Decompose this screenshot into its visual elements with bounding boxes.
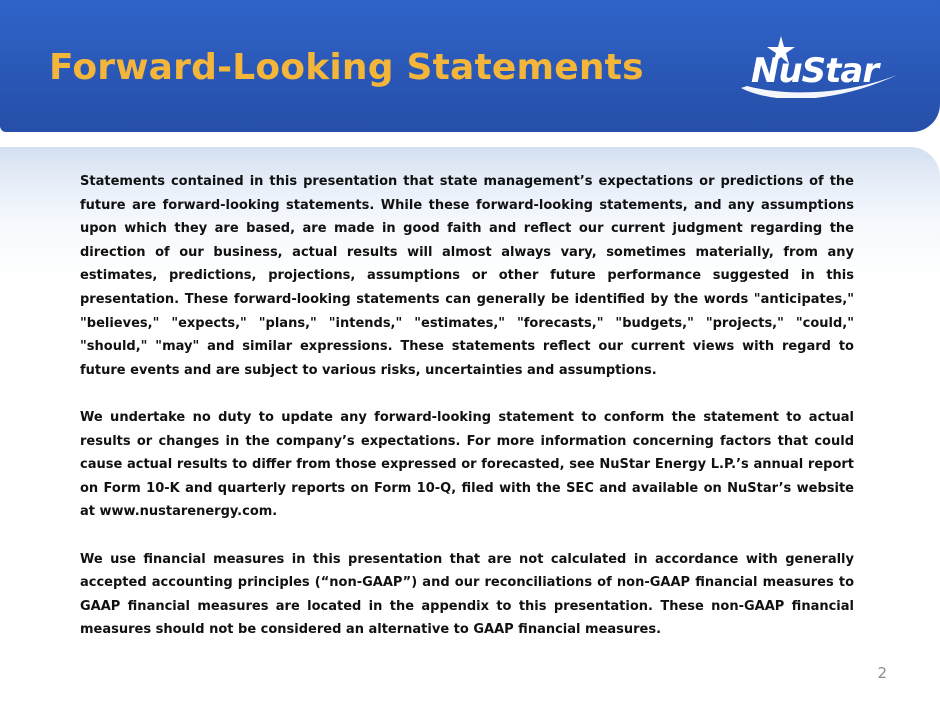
nustar-logo [735,36,900,98]
paragraph-non-gaap: We use financial measures in this presentation that are not calculated in accordance with generally accepted accounting principles (“non-GAAP”) and our reconciliations of non-GAAP financial measures to GAAP financial measures are located in the appendix to this presentation. These non-GAAP financial measures should not be considered an alternative to GAAP financial measures. [80,551,854,638]
page-number: 2 [877,664,887,682]
paragraph-no-duty-to-update: We undertake no duty to update any forward-looking statement to conform the statement to actual results or changes in the company’s expectations. For more information concerning factors that could cause actual results to differ from those expressed or forecasted, see NuStar Energy L.P.’s annual report on Form 10-K and quarterly reports on Form 10-Q, filed with the SEC and available on NuStar’s website at www.nustarenergy.com. [80,409,854,520]
slide-header [0,0,940,132]
logo-wordmark: NuStar [751,51,879,91]
disclaimer-body [80,170,854,642]
slide-title: Forward-Looking Statements [49,47,644,88]
paragraph-forward-looking: Statements contained in this presentation that state management’s expectations or predictions of the future are forward-looking statements. While these forward-looking statements, and any assumptions upon which they are based, are made in good faith and reflect our current judgment regarding the direction of our business, actual results will almost always vary, sometimes materially, from any estimates, predictions, projections, assumptions or other future performance suggested in this presentation. These forward-looking statements can generally be identified by the words "anticipates," "believes," "expects," "plans," "intends," "estimates," "forecasts," "budgets," "projects," "could," "should," "may" and similar expressions. These statements reflect our current views with regard to future events and are subject to various risks, uncertainties and assumptions. [80,174,854,378]
